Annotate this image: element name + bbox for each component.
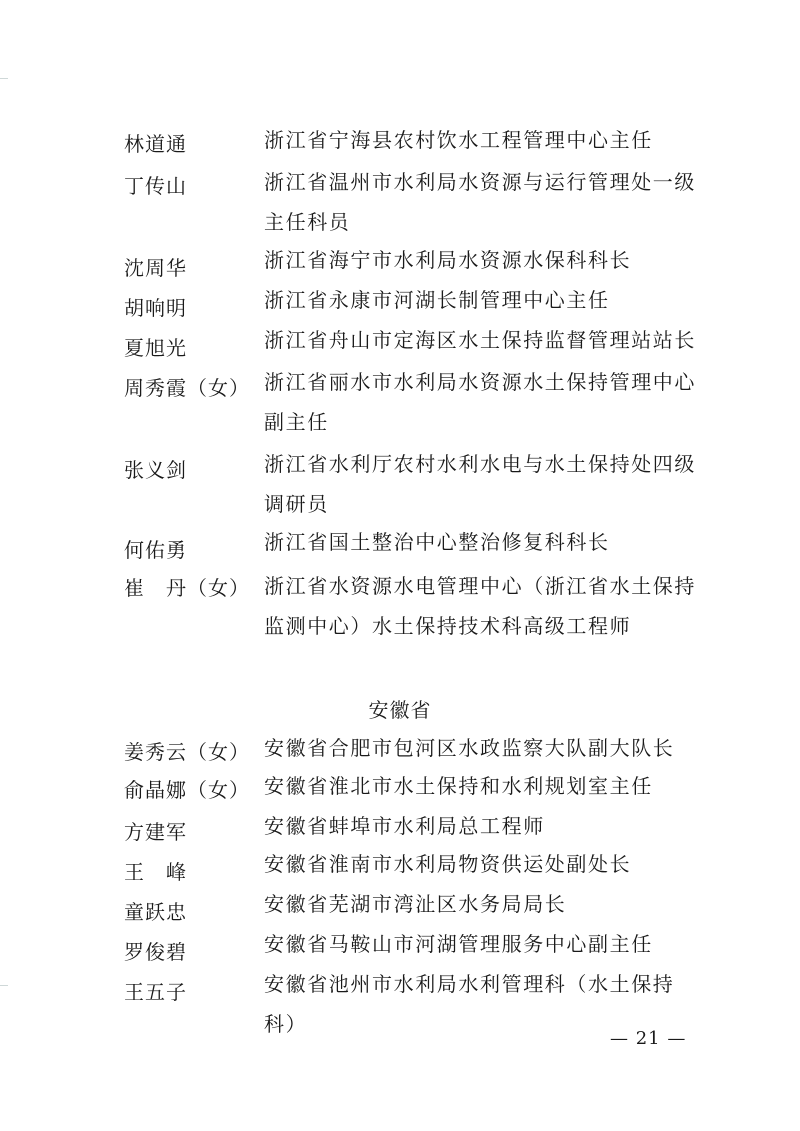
person-name: 林道通: [124, 132, 187, 156]
person-title: 安徽省马鞍山市河湖管理服务中心副主任: [264, 932, 653, 956]
person-name: 王五子: [124, 980, 187, 1004]
person-title: 安徽省蚌埠市水利局总工程师: [264, 814, 545, 838]
person-title: 浙江省永康市河湖长制管理中心主任: [264, 288, 610, 312]
person-title: 安徽省池州市水利局水利管理科（水土保持科）: [264, 972, 675, 1036]
person-title: 浙江省丽水市水利局水资源水土保持管理中心副主任: [264, 370, 696, 434]
person-name: 沈周华: [124, 256, 187, 280]
person-name: 周秀霞（女）: [124, 376, 250, 400]
person-name: 童跃忠: [124, 900, 187, 924]
person-name: 丁传山: [124, 174, 187, 198]
scan-edge-mark: [0, 985, 8, 986]
person-title: 浙江省宁海县农村饮水工程管理中心主任: [264, 128, 653, 152]
person-title: 浙江省舟山市定海区水土保持监督管理站站长: [264, 328, 696, 352]
person-title: 浙江省水利厅农村水利水电与水土保持处四级调研员: [264, 452, 696, 516]
person-name: 姜秀云（女）: [124, 740, 250, 764]
person-name: 王 峰: [124, 860, 187, 884]
person-name: 胡响明: [124, 296, 187, 320]
person-name: 俞晶娜（女）: [124, 778, 250, 802]
person-title: 浙江省国土整治中心整治修复科科长: [264, 530, 610, 554]
person-title: 浙江省海宁市水利局水资源水保科科长: [264, 248, 632, 272]
person-title: 浙江省水资源水电管理中心（浙江省水土保持监测中心）水土保持技术科高级工程师: [264, 574, 696, 638]
scan-edge-mark: [0, 78, 8, 79]
person-name: 方建军: [124, 820, 187, 844]
person-title: 浙江省温州市水利局水资源与运行管理处一级主任科员: [264, 170, 696, 234]
person-title: 安徽省淮北市水土保持和水利规划室主任: [264, 774, 653, 798]
person-name: 崔 丹（女）: [124, 576, 250, 600]
person-name: 夏旭光: [124, 336, 187, 360]
section-heading: 安徽省: [368, 698, 432, 722]
person-title: 安徽省淮南市水利局物资供运处副处长: [264, 852, 632, 876]
person-name: 何佑勇: [124, 538, 187, 562]
person-name: 张义剑: [124, 458, 187, 482]
person-name: 罗俊碧: [124, 940, 187, 964]
person-title: 安徽省合肥市包河区水政监察大队副大队长: [264, 736, 675, 760]
page-number: — 21 —: [610, 1028, 687, 1049]
person-title: 安徽省芜湖市湾沚区水务局局长: [264, 892, 567, 916]
